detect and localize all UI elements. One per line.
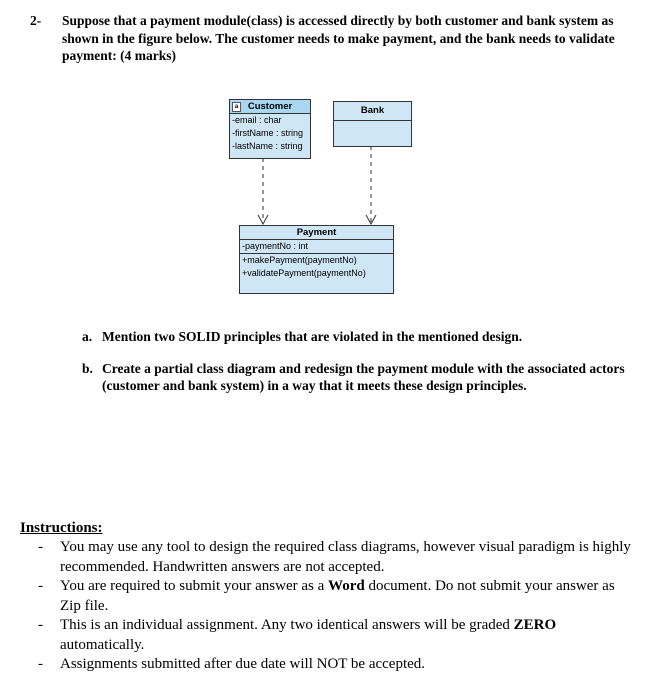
instruction-text: automatically. (60, 636, 145, 653)
payment-class-header (240, 226, 393, 240)
customer-attribute: -firstName : string (232, 128, 304, 138)
task-item (82, 328, 642, 346)
instructions-list (38, 538, 638, 675)
customer-attribute: -lastName : string (232, 141, 303, 151)
customer-attribute: -email : char (232, 115, 282, 125)
task-text: Create a partial class diagram and redesign the payment module with the associated actors (customer and bank system) in a way that it meets these design principles. (102, 360, 625, 393)
instruction-item (38, 655, 638, 675)
instruction-text: document. Do not submit your answer as Zip file. (60, 578, 615, 614)
bullet-dash: - (38, 656, 43, 672)
instruction-emphasis: Word (328, 578, 365, 594)
instruction-item (38, 616, 638, 655)
payment-attributes (240, 240, 393, 253)
instruction-text: You may use any tool to design the required class diagrams, however visual paradigm is highly recommended. Handwritten answers are not accepted. (60, 539, 631, 575)
payment-attribute: -paymentNo : int (242, 241, 309, 251)
payment-operation: +makePayment(paymentNo) (242, 255, 357, 265)
payment-operation: +validatePayment(paymentNo) (242, 268, 366, 278)
task-text: Mention two SOLID principles that are violated in the mentioned design. (102, 329, 523, 344)
payment-class-name: Payment (296, 227, 337, 238)
class-icon: a (232, 102, 241, 112)
task-item (82, 360, 642, 395)
instruction-emphasis: ZERO (513, 617, 557, 633)
task-list (82, 328, 642, 409)
bullet-dash: - (38, 617, 43, 633)
instruction-text: Assignments submitted after due date will NOT be accepted. (60, 656, 426, 672)
bullet-dash: - (38, 578, 43, 594)
instruction-item (38, 577, 638, 616)
instruction-text: This is an individual assignment. Any two identical answers will be graded (60, 617, 514, 633)
bullet-dash: - (38, 539, 43, 555)
task-label: b. (82, 360, 93, 376)
instruction-text: You are required to submit your answer as a (60, 578, 329, 594)
question-number: 2- (30, 13, 42, 28)
instruction-item (38, 538, 638, 577)
payment-class (239, 225, 394, 294)
question-text: Suppose that a payment module(class) is accessed directly by both customer and bank system as shown in the figure below. The customer needs to make payment, and the bank needs to validate payment: (4 marks) (62, 13, 615, 63)
payment-operations (240, 253, 393, 280)
customer-class-name: Customer (247, 101, 293, 112)
instructions-heading: Instructions: (20, 520, 103, 536)
bank-class-name: Bank (360, 105, 385, 116)
task-label: a. (82, 329, 93, 344)
